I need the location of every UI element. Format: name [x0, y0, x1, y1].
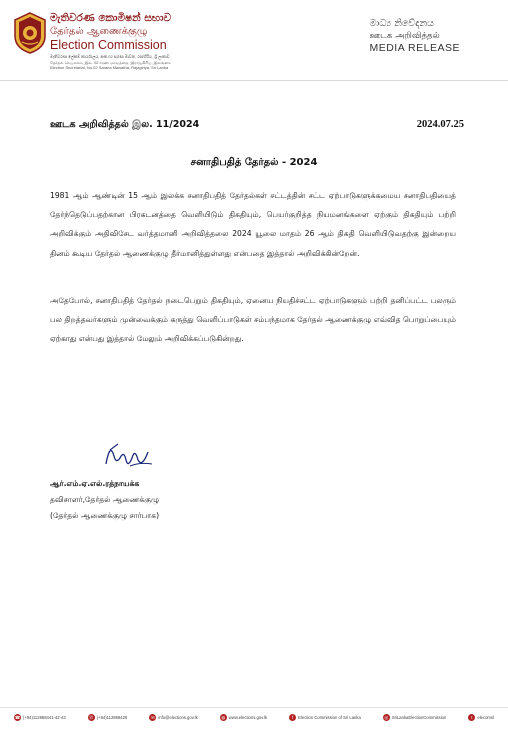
signatory-on-behalf: (தேர்தல் ஆணைக்குழு சார்பாக): [50, 511, 160, 520]
globe-icon: ◍: [221, 714, 226, 720]
footer-twitter[interactable]: [468, 714, 494, 721]
facebook-link[interactable]: Election Commission of Sri Lanka: [298, 714, 361, 720]
address-block: [50, 54, 250, 71]
release-number: ஊடக அறிவித்தல் இல. 11/2024: [50, 119, 200, 130]
twitter-icon: t: [468, 714, 475, 721]
address-line-sinhala: මැතිවරණ ලේකම් කාර්යාලය, අංක 02 සරණ මාවත, රාජගිරිය, ශ්‍රී ලංකාව: [50, 54, 170, 59]
footer-instagram[interactable]: [383, 714, 446, 721]
org-name-sinhala: මැතිවරණ කොමිෂන් සභාව: [50, 12, 172, 24]
address-line-english: Election Secretariat, No.02 Sarana Mawatha, Rajagiriya, Sri Lanka: [50, 65, 169, 70]
media-release-sinhala: මාධ්‍ය නිවේදනය: [369, 18, 434, 29]
contact-footer: [14, 711, 494, 723]
org-name-tamil: தேர்தல் ஆணைக்குழு: [50, 26, 148, 37]
twitter-link[interactable]: elecomsl: [477, 714, 494, 720]
document-title: சனாதிபதித் தேர்தல் - 2024: [190, 157, 318, 168]
body-paragraph-2: அதேபோல், சனாதிபதித் தேர்தல் நடைபெறும் திகதியும், ஏனைய நியதிச்சட்ட ஏற்பாடுகளும் பற்றி தனிப்பட்ட பலரும் பல திறத்தவர்களும் முன்வைக்கும் கருத்து வெளிப்பாடுகள் சம்பந்தமாக தேர்தல் ஆணைக்குழு எவ்வித பொறுப்பையும் ஏற்காது என்பது இத்தால் மேலும் அறிவிக்கப்படுகின்றது.: [50, 296, 456, 344]
handwritten-signature: [100, 438, 156, 472]
release-date: 2024.07.25: [416, 119, 464, 130]
signatory-designation: தவிசாளர்,தேர்தல் ஆணைக்குழு: [50, 495, 160, 504]
fax-icon: ✆: [89, 714, 94, 720]
media-release-english: MEDIA RELEASE: [369, 42, 460, 54]
phone-icon: ☎: [14, 714, 21, 720]
email-icon: ✉: [150, 714, 155, 720]
footer-facebook[interactable]: [289, 714, 361, 721]
website-link[interactable]: www.elections.gov.lk: [228, 714, 268, 720]
instagram-link[interactable]: SriLankaElectionCommission: [391, 714, 447, 720]
facebook-icon: f: [289, 714, 296, 721]
footer-website[interactable]: [220, 714, 267, 721]
media-release-heading: [369, 18, 460, 55]
phone-text: (+94)112868441-42-43: [23, 714, 66, 720]
header-divider: [0, 80, 508, 81]
org-name-english: Election Commission: [50, 38, 167, 52]
footer-phone: [14, 714, 66, 721]
footer-email[interactable]: [149, 714, 197, 721]
instagram-icon: ◎: [384, 714, 389, 720]
organization-name-block: [50, 12, 250, 71]
footer-divider: [0, 707, 508, 708]
body-paragraph-1: 1981 ஆம் ஆண்டின் 15 ஆம் இலக்க சனாதிபதித் தேர்தல்கள் சட்டத்தின் சட்ட ஏற்பாடுகளுக்கமைய சனாதிபதியைத் தேர்ந்தெடுப்பதற்கான பிரகடனத்தை வெளியிடும் திகதியும், பெயர்குறித்த நியமனங்களை ஏற்கும் திகதியும் பற்றி அறிவிக்கும் அதிவிசேட வர்த்தமானி அறிவித்தலை 2024 யூலை மாதம் 26 ஆம் திகதி வெளியிடுவதற்கு இன்றைய தினம் கூடிய தேர்தல் ஆணைக்குழு தீர்மானித்துள்ளது என்பதை இத்தால் அறிவிக்கின்றேன்.: [50, 191, 456, 258]
signatory-block: [50, 476, 159, 524]
address-line-tamil: தேர்தல் செயலகம், இல. 02 சரண மாவத்தை, இராஜகிரிய, இலங்கை: [50, 59, 171, 65]
signatory-name: ஆர்.எம்.ஏ.எல்.ரத்நாயக்க: [50, 479, 140, 488]
email-link[interactable]: info@elections.gov.lk: [158, 714, 198, 720]
emblem-icon: [12, 12, 48, 54]
fax-text: (+94)112868426: [96, 714, 128, 720]
footer-fax: [88, 714, 128, 721]
media-release-tamil: ஊடக அறிவித்தல்: [369, 31, 440, 41]
